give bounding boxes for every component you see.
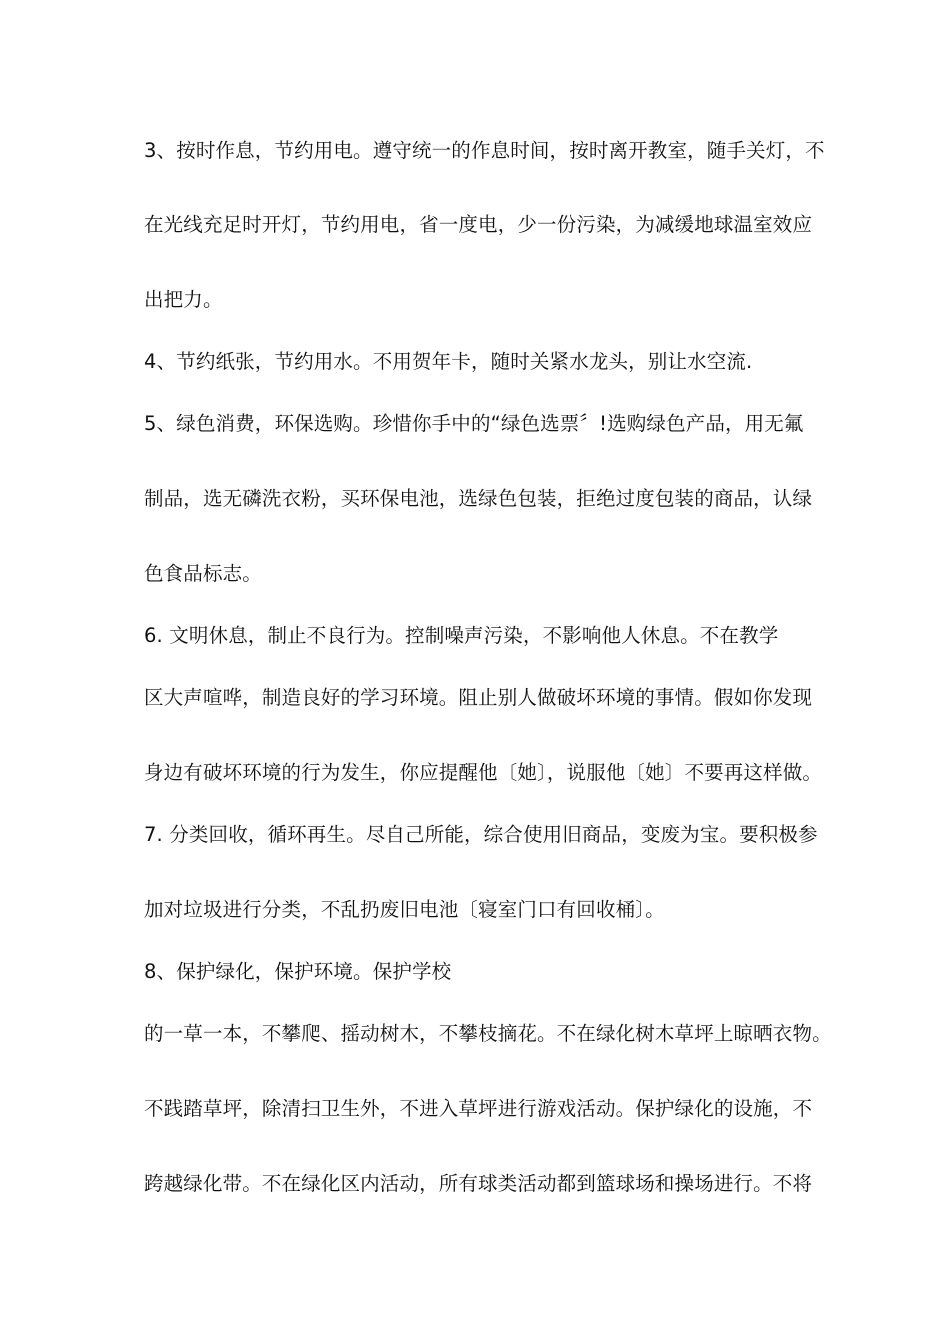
text-line: 8、保护绿化，保护环境。保护学校 [144,960,452,983]
text-line: 出把力。 [144,288,223,311]
text-line: 3、按时作息，节约用电。遵守统一的作息时间，按时离开教室，随手关灯，不 [144,139,825,162]
text-line: 4、节约纸张，节约用水。不用贺年卡，随时关紧水龙头，别让水空流. [144,350,753,373]
text-line: 跨越绿化带。不在绿化区内活动，所有球类活动都到篮球场和操场进行。不将 [144,1172,813,1195]
text-line: 制品，选无磷洗衣粉，买环保电池，选绿色包装，拒绝过度包装的商品，认绿 [144,487,813,510]
text-line: 区大声喧哗，制造良好的学习环境。阻止别人做破坏环境的事情。假如你发现 [144,686,813,709]
text-line: 加对垃圾进行分类，不乱扔废旧电池〔寝室门口有回收桶〕。 [144,898,665,921]
text-line: 身边有破坏环境的行为发生，你应提醒他〔她〕，说服他〔她〕不要再这样做。 [144,761,823,784]
text-line: 7. 分类回收，循环再生。尽自己所能，综合使用旧商品，变废为宝。要积极参 [144,823,818,846]
text-line: 6. 文明休息，制止不良行为。控制噪声污染，不影响他人休息。不在教学 [144,624,779,647]
text-line: 在光线充足时开灯，节约用电，省一度电，少一份污染，为减缓地球温室效应 [144,213,813,236]
text-line: 5、绿色消费，环保选购。珍惜你手中的“绿色选票〞!选购绿色产品，用无氟 [144,412,804,435]
text-line: 的一草一本，不攀爬、摇动树木，不攀枝摘花。不在绿化树木草坪上晾晒衣物。 [144,1022,832,1045]
text-line: 色食品标志。 [144,562,262,585]
text-line: 不践踏草坪，除清扫卫生外，不进入草坪进行游戏活动。保护绿化的设施，不 [144,1097,813,1120]
